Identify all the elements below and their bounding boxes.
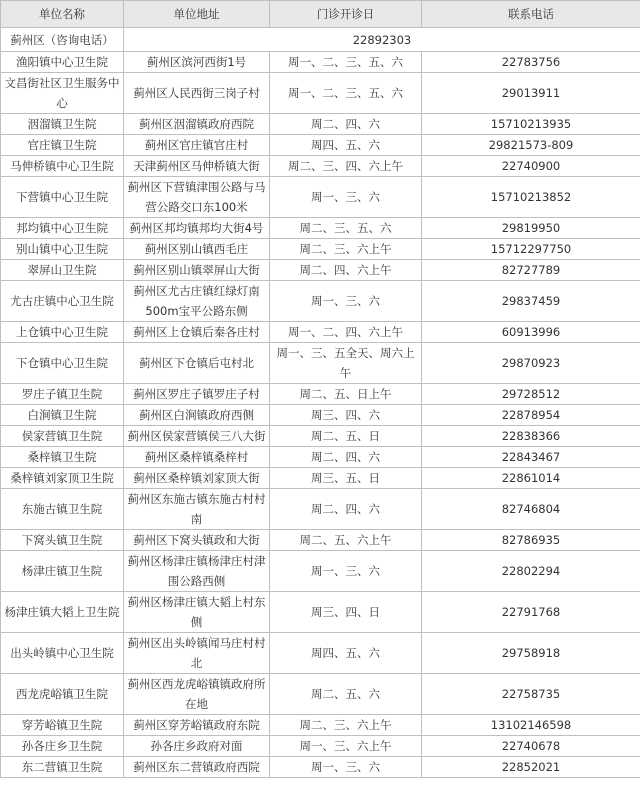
- contact-phone: 29013911: [422, 73, 640, 114]
- contact-phone: 29870923: [422, 343, 640, 384]
- clinic-days: 周二、四、六: [270, 447, 422, 468]
- contact-phone: 29819950: [422, 218, 640, 239]
- table-row: [1, 135, 640, 156]
- table-row: [1, 322, 640, 343]
- table-row: [1, 530, 640, 551]
- contact-phone: 15710213852: [422, 177, 640, 218]
- table-row: [1, 674, 640, 715]
- unit-name: 官庄镇卫生院: [1, 135, 124, 156]
- unit-name: 下窝头镇卫生院: [1, 530, 124, 551]
- table-row: [1, 239, 640, 260]
- table-row: [1, 114, 640, 135]
- contact-phone: 22740678: [422, 736, 640, 757]
- unit-name: 洇溜镇卫生院: [1, 114, 124, 135]
- contact-phone: 82746804: [422, 489, 640, 530]
- unit-name: 马伸桥镇中心卫生院: [1, 156, 124, 177]
- table-row: [1, 468, 640, 489]
- table-header-row: [1, 1, 640, 28]
- district-name: 蓟州区（咨询电话）: [1, 28, 124, 52]
- contact-phone: 22758735: [422, 674, 640, 715]
- contact-phone: 22852021: [422, 757, 640, 778]
- unit-name: 杨津庄镇大韬上卫生院: [1, 592, 124, 633]
- table-row: [1, 343, 640, 384]
- unit-address: 蓟州区滨河西街1号: [124, 52, 270, 73]
- clinic-days: 周四、五、六: [270, 135, 422, 156]
- table-row: [1, 384, 640, 405]
- contact-phone: 60913996: [422, 322, 640, 343]
- unit-name: 出头岭镇中心卫生院: [1, 633, 124, 674]
- contact-phone: 22791768: [422, 592, 640, 633]
- table-row: [1, 218, 640, 239]
- clinic-days: 周一、三、六: [270, 551, 422, 592]
- unit-address: 蓟州区上仓镇后秦各庄村: [124, 322, 270, 343]
- unit-address: 蓟州区下窝头镇政和大街: [124, 530, 270, 551]
- contact-phone: 22878954: [422, 405, 640, 426]
- unit-address: 蓟州区桑梓镇桑梓村: [124, 447, 270, 468]
- table-row: [1, 177, 640, 218]
- unit-name: 杨津庄镇卫生院: [1, 551, 124, 592]
- unit-name: 桑梓镇刘家顶卫生院: [1, 468, 124, 489]
- contact-phone: 82786935: [422, 530, 640, 551]
- unit-name: 翠屏山卫生院: [1, 260, 124, 281]
- table-row: [1, 156, 640, 177]
- contact-phone: 22861014: [422, 468, 640, 489]
- table-row: [1, 757, 640, 778]
- header-contact-phone: 联系电话: [422, 1, 640, 28]
- unit-name: 孙各庄乡卫生院: [1, 736, 124, 757]
- header-clinic-days: 门诊开诊日: [270, 1, 422, 28]
- clinic-days: 周二、四、六: [270, 114, 422, 135]
- clinic-days: 周二、五、六: [270, 674, 422, 715]
- clinic-days: 周二、三、四、六上午: [270, 156, 422, 177]
- unit-address: 蓟州区人民西街三岗子村: [124, 73, 270, 114]
- unit-address: 蓟州区罗庄子镇罗庄子村: [124, 384, 270, 405]
- contact-phone: 29728512: [422, 384, 640, 405]
- unit-address: 蓟州区西龙虎峪镇镇政府所在地: [124, 674, 270, 715]
- unit-name: 尤古庄镇中心卫生院: [1, 281, 124, 322]
- table-row: [1, 426, 640, 447]
- table-row: [1, 633, 640, 674]
- clinic-days: 周四、五、六: [270, 633, 422, 674]
- clinic-days: 周三、四、六: [270, 405, 422, 426]
- clinic-days: 周二、三、六上午: [270, 715, 422, 736]
- contact-phone: 15710213935: [422, 114, 640, 135]
- unit-name: 渔阳镇中心卫生院: [1, 52, 124, 73]
- contact-phone: 22838366: [422, 426, 640, 447]
- contact-phone: 29821573-809: [422, 135, 640, 156]
- unit-name: 别山镇中心卫生院: [1, 239, 124, 260]
- district-row: [1, 28, 640, 52]
- clinic-days: 周一、二、三、五、六: [270, 73, 422, 114]
- header-unit-address: 单位地址: [124, 1, 270, 28]
- contact-phone: 22802294: [422, 551, 640, 592]
- table-row: [1, 715, 640, 736]
- clinic-days: 周二、四、六: [270, 489, 422, 530]
- unit-name: 穿芳峪镇卫生院: [1, 715, 124, 736]
- table-row: [1, 489, 640, 530]
- contact-phone: 82727789: [422, 260, 640, 281]
- clinic-days: 周一、三、六上午: [270, 736, 422, 757]
- unit-address: 天津蓟州区马伸桥镇大街: [124, 156, 270, 177]
- table-row: [1, 405, 640, 426]
- unit-name: 桑梓镇卫生院: [1, 447, 124, 468]
- clinic-days: 周二、三、五、六: [270, 218, 422, 239]
- table-row: [1, 736, 640, 757]
- clinic-days: 周一、二、四、六上午: [270, 322, 422, 343]
- unit-address: 蓟州区侯家营镇侯三八大街: [124, 426, 270, 447]
- unit-address: 蓟州区杨津庄镇大韬上村东侧: [124, 592, 270, 633]
- clinic-days: 周二、四、六上午: [270, 260, 422, 281]
- unit-name: 上仓镇中心卫生院: [1, 322, 124, 343]
- header-unit-name: 单位名称: [1, 1, 124, 28]
- clinic-days: 周一、三、六: [270, 757, 422, 778]
- clinic-days: 周二、五、日: [270, 426, 422, 447]
- unit-name: 白涧镇卫生院: [1, 405, 124, 426]
- table-row: [1, 447, 640, 468]
- table-row: [1, 73, 640, 114]
- unit-address: 蓟州区别山镇翠屏山大街: [124, 260, 270, 281]
- clinic-days: 周一、三、五全天、周六上午: [270, 343, 422, 384]
- unit-address: 蓟州区出头岭镇闻马庄村村北: [124, 633, 270, 674]
- table-row: [1, 551, 640, 592]
- contact-phone: 22783756: [422, 52, 640, 73]
- district-phone: 22892303: [124, 28, 640, 52]
- unit-name: 东二营镇卫生院: [1, 757, 124, 778]
- contact-phone: 22740900: [422, 156, 640, 177]
- table-row: [1, 281, 640, 322]
- clinic-days: 周一、三、六: [270, 177, 422, 218]
- unit-address: 蓟州区下营镇津围公路与马营公路交口东100米: [124, 177, 270, 218]
- clinic-days: 周二、五、日上午: [270, 384, 422, 405]
- unit-address: 蓟州区别山镇西毛庄: [124, 239, 270, 260]
- unit-address: 蓟州区官庄镇官庄村: [124, 135, 270, 156]
- table-row: [1, 592, 640, 633]
- unit-name: 西龙虎峪镇卫生院: [1, 674, 124, 715]
- clinic-days: 周三、五、日: [270, 468, 422, 489]
- unit-name: 东施古镇卫生院: [1, 489, 124, 530]
- clinic-days: 周一、三、六: [270, 281, 422, 322]
- unit-name: 下营镇中心卫生院: [1, 177, 124, 218]
- unit-name: 下仓镇中心卫生院: [1, 343, 124, 384]
- contact-phone: 15712297750: [422, 239, 640, 260]
- clinic-days: 周一、二、三、五、六: [270, 52, 422, 73]
- contact-phone: 29837459: [422, 281, 640, 322]
- unit-address: 蓟州区洇溜镇政府西院: [124, 114, 270, 135]
- unit-address: 蓟州区白涧镇政府西侧: [124, 405, 270, 426]
- unit-address: 蓟州区穿芳峪镇政府东院: [124, 715, 270, 736]
- unit-address: 蓟州区下仓镇后屯村北: [124, 343, 270, 384]
- unit-name: 邦均镇中心卫生院: [1, 218, 124, 239]
- unit-name: 侯家营镇卫生院: [1, 426, 124, 447]
- unit-address: 蓟州区桑梓镇刘家顶大街: [124, 468, 270, 489]
- contact-phone: 13102146598: [422, 715, 640, 736]
- unit-name: 文昌街社区卫生服务中心: [1, 73, 124, 114]
- unit-address: 孙各庄乡政府对面: [124, 736, 270, 757]
- clinic-days: 周二、五、六上午: [270, 530, 422, 551]
- unit-name: 罗庄子镇卫生院: [1, 384, 124, 405]
- unit-address: 蓟州区东二营镇政府西院: [124, 757, 270, 778]
- clinic-days: 周二、三、六上午: [270, 239, 422, 260]
- unit-address: 蓟州区尤古庄镇红绿灯南500m宝平公路东侧: [124, 281, 270, 322]
- table-row: [1, 260, 640, 281]
- contact-phone: 29758918: [422, 633, 640, 674]
- unit-address: 蓟州区杨津庄镇杨津庄村津围公路西侧: [124, 551, 270, 592]
- table-row: [1, 52, 640, 73]
- unit-address: 蓟州区东施古镇东施古村村南: [124, 489, 270, 530]
- clinic-days: 周三、四、日: [270, 592, 422, 633]
- contact-phone: 22843467: [422, 447, 640, 468]
- unit-address: 蓟州区邦均镇邦均大街4号: [124, 218, 270, 239]
